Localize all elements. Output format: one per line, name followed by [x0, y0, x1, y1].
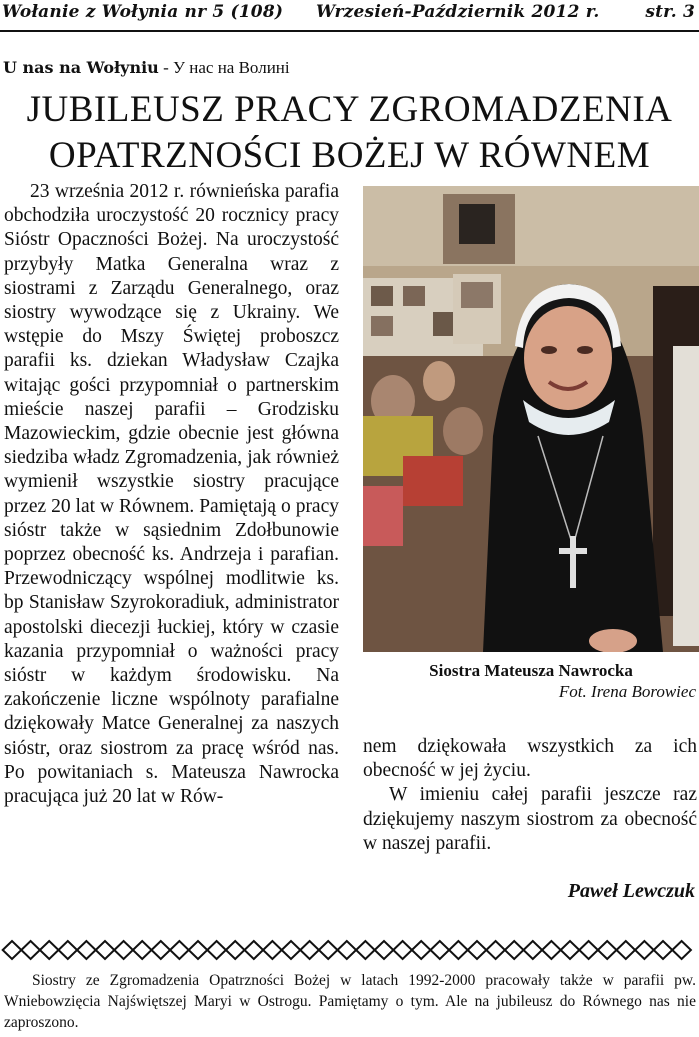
page-number: str. 3 — [645, 2, 695, 22]
photo-caption — [363, 660, 699, 702]
article-column-left — [4, 180, 339, 809]
section-title: U nas na Wołyniu — [3, 58, 159, 77]
article-column-right — [363, 735, 697, 856]
article-paragraph-closing: W imieniu całej parafii jeszcze raz dziękujemy naszym siostrom za obecność w naszej parafii. — [363, 784, 697, 854]
article-photo — [363, 186, 699, 652]
footnote — [4, 970, 696, 1033]
article-paragraph: 23 września 2012 r. równieńska parafia obchodziła uroczystość 20 rocznicy pracy Sióstr Opaczności Bożej. Na uroczystość przybyły Matka Generalna wraz z siostrami z Zarządu Generalnego, oraz siostry wywodzące się z Ukrainy. We wstępie do Mszy Świętej proboszcz parafii ks. dziekan Władysław Czajka witając gości przypomniał o partnerskim mieście naszej parafii – Grodzisku Mazowieckim, gdzie obecnie jest główna siedziba władz Zgromadzenia, jak również wymienił wszystkie siostry pracujące przez 20 lat w Równem. Pamiętają o pracy sióstr także w sąsiednim Zdołbunowie poprzez obecność ks. Andrzeja i parafian. Przewodniczący wspólnej modlitwie ks. bp Stanisław Szyrokoradiuk, administrator apostolski diecezji łuckiej, który w czasie kazania przypomniał o ważności pracy sióstr w każdym środowisku. Na zakończenie liczne wspólnoty parafialne dziękowały Matce Generalnej za naszych sióstr, oraz siostrom za pracę wśród nas. Po powitaniach s. Mateusza Nawrocka pracująca już 20 lat w Rów- — [4, 181, 339, 808]
article-title-line2: OPATRZNOŚCI BOŻEJ W RÓWNEM — [48, 135, 651, 176]
page-header — [0, 0, 699, 34]
nun-portrait-image — [363, 186, 699, 652]
issue-date: Wrzesień-Październik 2012 r. — [316, 2, 600, 22]
article-author: Paweł Lewczuk — [567, 880, 695, 902]
caption-name: Siostra Mateusza Nawrocka — [429, 661, 633, 680]
photo-credit: Fot. Irena Borowiec — [558, 682, 696, 701]
article-paragraph-continuation: nem dziękowała wszystkich za ich obecność w jej życiu. — [363, 736, 697, 782]
header-divider — [0, 30, 699, 32]
section-heading — [3, 58, 290, 78]
diamond-chain-icon — [0, 939, 699, 961]
decorative-divider — [0, 939, 699, 961]
section-subtitle: - У нас на Волині — [158, 58, 290, 77]
footnote-text: Siostry ze Zgromadzenia Opatrzności Bożej w latach 1992-2000 pracowały także w parafii pw. Wniebowzięcia Najświętszej Maryi w Ostrogu. Pamiętamy o tym. Ale na jubileusz do Równego nas nie zaproszono. — [4, 972, 696, 1031]
article-title-line1: JUBILEUSZ PRACY ZGROMADZENIA — [26, 89, 673, 130]
journal-issue: Wołanie z Wołynia nr 5 (108) — [2, 2, 284, 22]
